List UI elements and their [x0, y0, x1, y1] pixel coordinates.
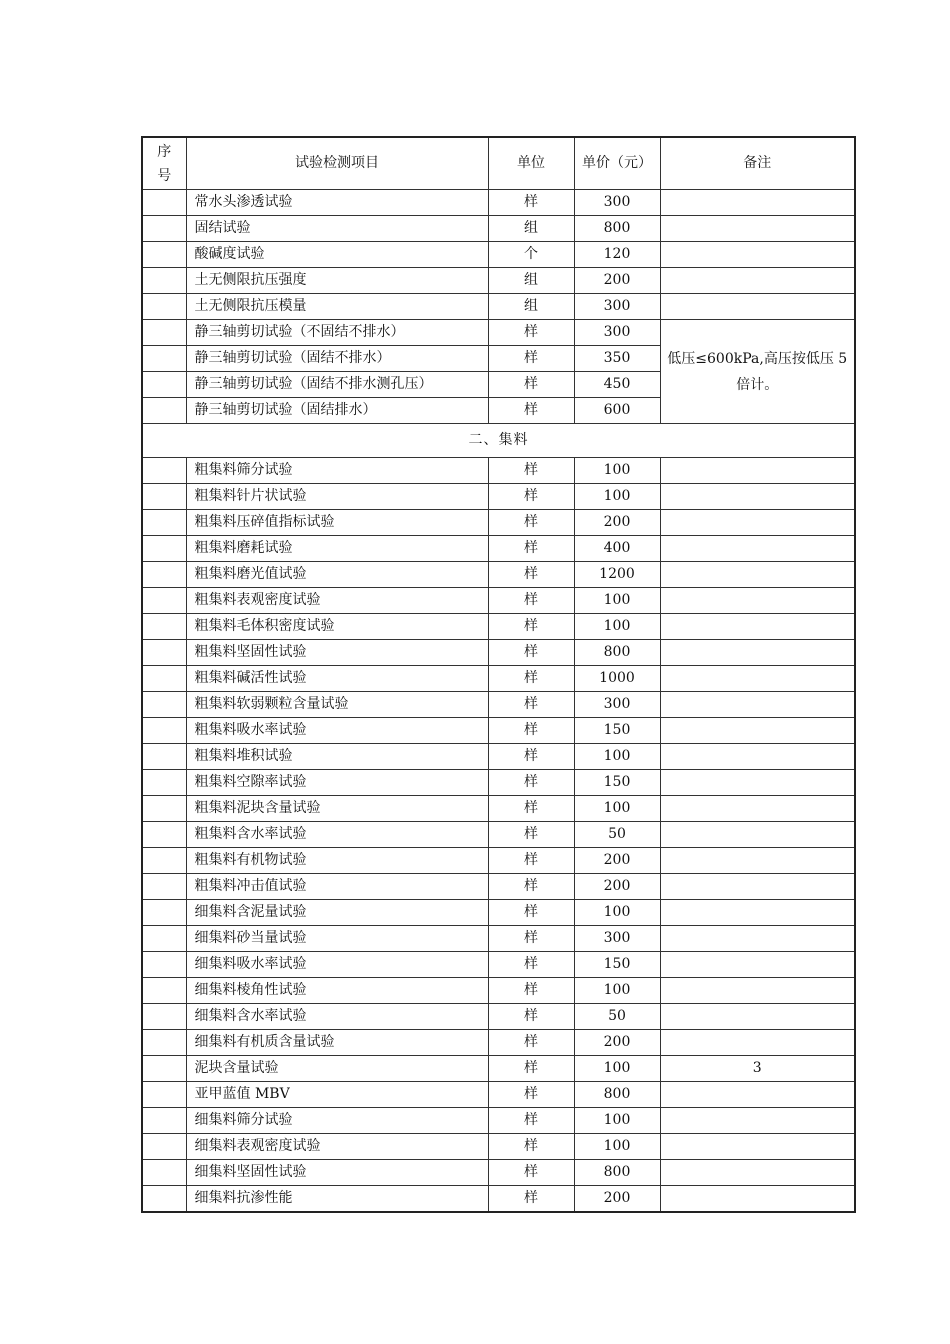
seq-cell: [142, 640, 186, 666]
price-cell: 450: [574, 372, 660, 398]
table-row: [142, 510, 855, 536]
item-cell: 粗集料泥块含量试验: [186, 796, 488, 822]
unit-cell: 样: [488, 874, 574, 900]
item-cell: 细集料砂当量试验: [186, 926, 488, 952]
seq-cell: [142, 978, 186, 1004]
item-cell: 细集料表观密度试验: [186, 1134, 488, 1160]
seq-cell: [142, 484, 186, 510]
note-cell: [660, 952, 855, 978]
table-row: [142, 718, 855, 744]
seq-cell: [142, 926, 186, 952]
price-cell: 800: [574, 640, 660, 666]
seq-cell: [142, 1030, 186, 1056]
item-cell: 静三轴剪切试验（固结不排水）: [186, 346, 488, 372]
seq-cell: [142, 1004, 186, 1030]
note-cell: [660, 718, 855, 744]
seq-cell: [142, 190, 186, 216]
seq-cell: [142, 614, 186, 640]
header-seq: 序号: [142, 137, 186, 190]
section-row: [142, 424, 855, 458]
price-table: [141, 136, 856, 1213]
note-cell: [660, 294, 855, 320]
unit-cell: 样: [488, 1056, 574, 1082]
table-row: [142, 294, 855, 320]
seq-cell: [142, 952, 186, 978]
unit-cell: 样: [488, 346, 574, 372]
item-cell: 土无侧限抗压模量: [186, 294, 488, 320]
table-row: [142, 640, 855, 666]
price-cell: 800: [574, 216, 660, 242]
seq-cell: [142, 900, 186, 926]
price-cell: 100: [574, 1108, 660, 1134]
item-cell: 细集料筛分试验: [186, 1108, 488, 1134]
price-cell: 100: [574, 900, 660, 926]
table-row: [142, 1108, 855, 1134]
table-row: [142, 562, 855, 588]
section-title: 二、集料: [142, 424, 855, 458]
note-cell: [660, 1082, 855, 1108]
unit-cell: 样: [488, 614, 574, 640]
table-row: [142, 588, 855, 614]
note-cell: [660, 978, 855, 1004]
price-cell: 200: [574, 848, 660, 874]
table-row: [142, 1056, 855, 1082]
seq-cell: [142, 294, 186, 320]
table-row: [142, 926, 855, 952]
seq-cell: [142, 1108, 186, 1134]
unit-cell: 样: [488, 952, 574, 978]
price-cell: 200: [574, 510, 660, 536]
seq-cell: [142, 1056, 186, 1082]
seq-cell: [142, 346, 186, 372]
unit-cell: 样: [488, 900, 574, 926]
seq-cell: [142, 536, 186, 562]
price-cell: 200: [574, 1186, 660, 1213]
note-cell: [660, 900, 855, 926]
price-cell: 200: [574, 1030, 660, 1056]
table-row: [142, 848, 855, 874]
unit-cell: 样: [488, 320, 574, 346]
note-cell: [660, 874, 855, 900]
item-cell: 粗集料冲击值试验: [186, 874, 488, 900]
price-cell: 350: [574, 346, 660, 372]
note-cell: [660, 822, 855, 848]
seq-cell: [142, 874, 186, 900]
table-row: [142, 216, 855, 242]
price-cell: 1000: [574, 666, 660, 692]
unit-cell: 样: [488, 640, 574, 666]
note-cell: [660, 1108, 855, 1134]
price-cell: 1200: [574, 562, 660, 588]
unit-cell: 样: [488, 1030, 574, 1056]
item-cell: 固结试验: [186, 216, 488, 242]
unit-cell: 样: [488, 484, 574, 510]
unit-cell: 样: [488, 1108, 574, 1134]
price-cell: 50: [574, 822, 660, 848]
unit-cell: 样: [488, 190, 574, 216]
table-row: [142, 320, 855, 346]
table-row: [142, 614, 855, 640]
header-price: 单价（元）: [574, 137, 660, 190]
price-cell: 100: [574, 588, 660, 614]
note-cell: [660, 562, 855, 588]
note-cell: [660, 796, 855, 822]
seq-cell: [142, 562, 186, 588]
table-row: [142, 978, 855, 1004]
note-cell: [660, 1186, 855, 1213]
note-cell: [660, 1030, 855, 1056]
table-row: [142, 900, 855, 926]
unit-cell: 样: [488, 1160, 574, 1186]
table-row: [142, 744, 855, 770]
price-cell: 300: [574, 190, 660, 216]
seq-cell: [142, 1082, 186, 1108]
unit-cell: 样: [488, 744, 574, 770]
price-table-page: [141, 136, 856, 1213]
note-cell: [660, 458, 855, 484]
unit-cell: 样: [488, 1186, 574, 1213]
unit-cell: 样: [488, 398, 574, 424]
note-cell: [660, 926, 855, 952]
triaxial-note-cell: 低压≤600kPa,高压按低压 5 倍计。: [660, 320, 855, 424]
price-cell: 100: [574, 744, 660, 770]
item-cell: 泥块含量试验: [186, 1056, 488, 1082]
note-cell: [660, 268, 855, 294]
item-cell: 常水头渗透试验: [186, 190, 488, 216]
note-cell: [660, 770, 855, 796]
seq-cell: [142, 770, 186, 796]
table-row: [142, 190, 855, 216]
note-cell: [660, 692, 855, 718]
item-cell: 细集料棱角性试验: [186, 978, 488, 1004]
unit-cell: 样: [488, 692, 574, 718]
seq-cell: [142, 1186, 186, 1213]
price-cell: 800: [574, 1082, 660, 1108]
unit-cell: 样: [488, 1004, 574, 1030]
note-cell: 3: [660, 1056, 855, 1082]
note-cell: [660, 588, 855, 614]
note-cell: [660, 1004, 855, 1030]
price-cell: 100: [574, 1056, 660, 1082]
price-cell: 50: [574, 1004, 660, 1030]
seq-cell: [142, 666, 186, 692]
note-cell: [660, 666, 855, 692]
seq-cell: [142, 216, 186, 242]
price-cell: 100: [574, 458, 660, 484]
table-row: [142, 770, 855, 796]
note-cell: [660, 614, 855, 640]
item-cell: 细集料抗渗性能: [186, 1186, 488, 1213]
unit-cell: 样: [488, 1134, 574, 1160]
item-cell: 粗集料筛分试验: [186, 458, 488, 484]
note-cell: [660, 484, 855, 510]
unit-cell: 样: [488, 822, 574, 848]
note-cell: [660, 216, 855, 242]
price-cell: 100: [574, 614, 660, 640]
price-cell: 100: [574, 1134, 660, 1160]
price-cell: 100: [574, 978, 660, 1004]
item-cell: 细集料含泥量试验: [186, 900, 488, 926]
seq-cell: [142, 744, 186, 770]
item-cell: 粗集料有机物试验: [186, 848, 488, 874]
unit-cell: 组: [488, 268, 574, 294]
table-row: [142, 1082, 855, 1108]
table-row: [142, 874, 855, 900]
item-cell: 粗集料含水率试验: [186, 822, 488, 848]
note-cell: [660, 1160, 855, 1186]
seq-cell: [142, 796, 186, 822]
item-cell: 粗集料毛体积密度试验: [186, 614, 488, 640]
header-item: 试验检测项目: [186, 137, 488, 190]
unit-cell: 样: [488, 848, 574, 874]
table-row: [142, 536, 855, 562]
note-cell: [660, 848, 855, 874]
price-cell: 200: [574, 268, 660, 294]
unit-cell: 样: [488, 372, 574, 398]
note-cell: [660, 510, 855, 536]
seq-cell: [142, 268, 186, 294]
table-row: [142, 1160, 855, 1186]
unit-cell: 样: [488, 718, 574, 744]
table-row: [142, 1186, 855, 1213]
item-cell: 粗集料坚固性试验: [186, 640, 488, 666]
table-row: [142, 1134, 855, 1160]
seq-cell: [142, 398, 186, 424]
price-cell: 300: [574, 294, 660, 320]
unit-cell: 样: [488, 926, 574, 952]
unit-cell: 样: [488, 562, 574, 588]
table-row: [142, 1030, 855, 1056]
item-cell: 静三轴剪切试验（固结不排水测孔压）: [186, 372, 488, 398]
table-row: [142, 458, 855, 484]
seq-cell: [142, 510, 186, 536]
seq-cell: [142, 718, 186, 744]
table-row: [142, 692, 855, 718]
item-cell: 粗集料吸水率试验: [186, 718, 488, 744]
seq-cell: [142, 1134, 186, 1160]
table-row: [142, 796, 855, 822]
item-cell: 粗集料空隙率试验: [186, 770, 488, 796]
seq-cell: [142, 242, 186, 268]
price-cell: 150: [574, 952, 660, 978]
unit-cell: 组: [488, 216, 574, 242]
unit-cell: 样: [488, 588, 574, 614]
seq-cell: [142, 822, 186, 848]
item-cell: 细集料有机质含量试验: [186, 1030, 488, 1056]
seq-cell: [142, 372, 186, 398]
table-row: [142, 822, 855, 848]
seq-cell: [142, 848, 186, 874]
note-cell: [660, 1134, 855, 1160]
price-cell: 150: [574, 718, 660, 744]
note-cell: [660, 640, 855, 666]
item-cell: 粗集料表观密度试验: [186, 588, 488, 614]
item-cell: 粗集料磨耗试验: [186, 536, 488, 562]
table-row: [142, 666, 855, 692]
item-cell: 粗集料针片状试验: [186, 484, 488, 510]
item-cell: 粗集料碱活性试验: [186, 666, 488, 692]
price-cell: 600: [574, 398, 660, 424]
seq-cell: [142, 320, 186, 346]
item-cell: 粗集料软弱颗粒含量试验: [186, 692, 488, 718]
unit-cell: 样: [488, 536, 574, 562]
price-cell: 100: [574, 796, 660, 822]
item-cell: 粗集料压碎值指标试验: [186, 510, 488, 536]
price-table-body: [142, 137, 855, 1212]
unit-cell: 样: [488, 1082, 574, 1108]
price-cell: 300: [574, 320, 660, 346]
header-unit: 单位: [488, 137, 574, 190]
price-cell: 400: [574, 536, 660, 562]
unit-cell: 样: [488, 510, 574, 536]
unit-cell: 样: [488, 978, 574, 1004]
header-note: 备注: [660, 137, 855, 190]
unit-cell: 样: [488, 666, 574, 692]
header-row: [142, 137, 855, 190]
item-cell: 静三轴剪切试验（固结排水）: [186, 398, 488, 424]
unit-cell: 样: [488, 796, 574, 822]
item-cell: 静三轴剪切试验（不固结不排水）: [186, 320, 488, 346]
note-cell: [660, 536, 855, 562]
seq-cell: [142, 458, 186, 484]
unit-cell: 组: [488, 294, 574, 320]
note-cell: [660, 190, 855, 216]
price-cell: 200: [574, 874, 660, 900]
table-row: [142, 484, 855, 510]
item-cell: 细集料含水率试验: [186, 1004, 488, 1030]
item-cell: 细集料吸水率试验: [186, 952, 488, 978]
unit-cell: 样: [488, 458, 574, 484]
price-cell: 150: [574, 770, 660, 796]
item-cell: 土无侧限抗压强度: [186, 268, 488, 294]
item-cell: 粗集料堆积试验: [186, 744, 488, 770]
item-cell: 亚甲蓝值 MBV: [186, 1082, 488, 1108]
price-cell: 800: [574, 1160, 660, 1186]
table-row: [142, 242, 855, 268]
price-cell: 100: [574, 484, 660, 510]
price-cell: 120: [574, 242, 660, 268]
price-cell: 300: [574, 692, 660, 718]
table-row: [142, 268, 855, 294]
unit-cell: 个: [488, 242, 574, 268]
note-cell: [660, 744, 855, 770]
seq-cell: [142, 1160, 186, 1186]
table-row: [142, 952, 855, 978]
seq-cell: [142, 692, 186, 718]
table-row: [142, 1004, 855, 1030]
item-cell: 粗集料磨光值试验: [186, 562, 488, 588]
price-cell: 300: [574, 926, 660, 952]
seq-cell: [142, 588, 186, 614]
item-cell: 细集料坚固性试验: [186, 1160, 488, 1186]
item-cell: 酸碱度试验: [186, 242, 488, 268]
unit-cell: 样: [488, 770, 574, 796]
note-cell: [660, 242, 855, 268]
